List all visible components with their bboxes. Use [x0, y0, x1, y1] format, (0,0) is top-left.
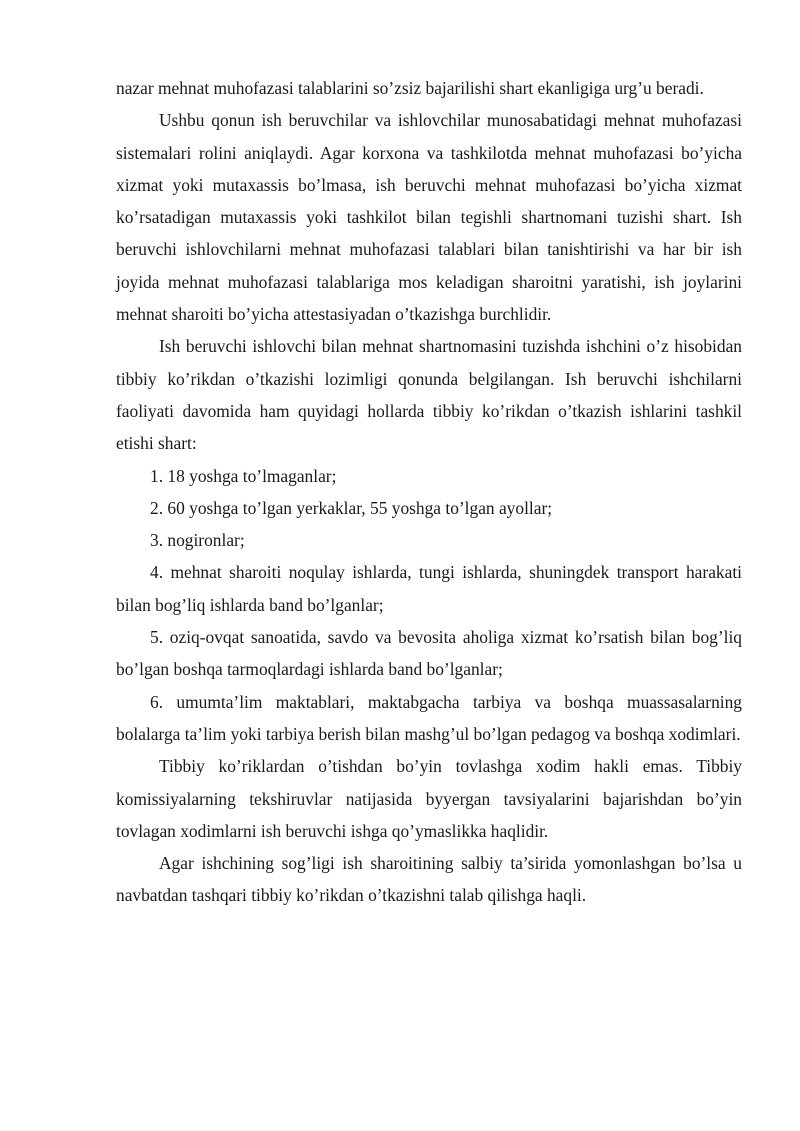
list-item: 1. 18 yoshga to’lmaganlar; — [150, 465, 337, 486]
paragraph-law-roles: Ushbu qonun ish beruvchilar va ishlovchilar munosabatidagi mehnat muhofazasi sistemalari rolini aniqlaydi. Agar korxona va tashkilotda mehnat muhofazasi bo’yicha xizmat yoki mutaxassis bo’lmasa, ish beruvchi mehnat muhofazasi bo’yicha xizmat ko’rsatadigan mutaxassis yoki tashkilot bilan tegishli shartnomani tuzishi shart. Ish beruvchi ishlovchilarni mehnat muhofazasi talablari bilan tanishtirishi va har bir ish joyida mehnat muhofazasi talablariga mos keladigan sharoitni yaratishi, ish joylarini mehnat sharoiti bo’yicha attestasiyadan o’tkazishga burchlidir. — [116, 110, 742, 325]
document-page — [116, 72, 742, 912]
list-item: 2. 60 yoshga to’lgan yerkaklar, 55 yoshga to’lgan ayollar; — [150, 497, 553, 518]
paragraph-extra-exam: Agar ishchining sog’ligi ish sharoitining salbiy ta’sirida yomonlashgan bo’lsa u navbatdan tashqari tibbiy ko’rikdan o’tkazishni talab qilishga haqli. — [116, 853, 742, 906]
continuation-paragraph: nazar mehnat muhofazasi talablarini so’zsiz bajarilishi shart ekanligiga urg’u beradi. — [116, 78, 704, 98]
list-item: 5. oziq-ovqat sanoatida, savdo va bevosita aholiga xizmat ko’rsatish bilan bog’liq bo’lgan boshqa tarmoqlardagi ishlarda band bo’lganlar; — [116, 627, 742, 680]
paragraph-medical-exam: Ish beruvchi ishlovchi bilan mehnat shartnomasini tuzishda ishchini o’z hisobidan tibbiy ko’rikdan o’tkazishi lozimligi qonunda belgilangan. Ish beruvchi ishchilarni faoliyati davomida ham quyidagi hollarda tibbiy ko’rikdan o’tkazish ishlarini tashkil etishi shart: — [116, 336, 742, 454]
paragraph-exam-refusal: Tibbiy ko’riklardan o’tishdan bo’yin tovlashga xodim hakli emas. Tibbiy komissiyalarning tekshiruvlar natijasida byyergan tavsiyalarini bajarishdan bo’yin tovlagan xodimlarni ish beruvchi ishga qo’ymaslikka haqlidir. — [116, 756, 742, 841]
list-item: 6. umumta’lim maktablari, maktabgacha tarbiya va boshqa muassasalarning bolalarga ta’lim yoki tarbiya berish bilan mashg’ul bo’lgan pedagog va boshqa xodimlari. — [116, 691, 742, 744]
list-item: 3. nogironlar; — [150, 530, 245, 551]
list-item: 4. mehnat sharoiti noqulay ishlarda, tungi ishlarda, shuningdek transport harakati bilan bog’liq ishlarda band bo’lganlar; — [116, 562, 742, 615]
